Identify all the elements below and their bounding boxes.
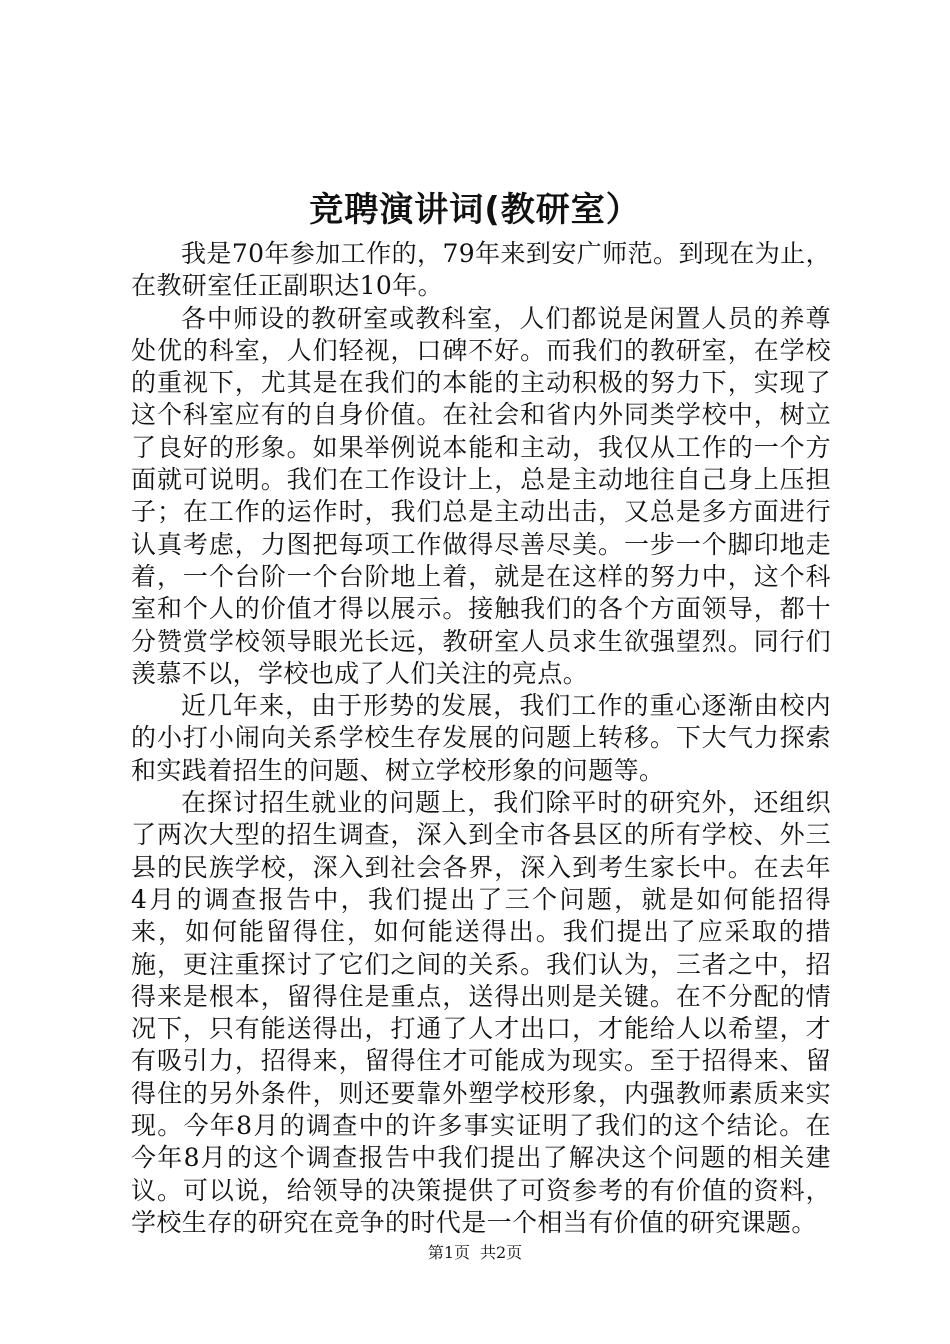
document-body: [131, 238, 831, 1239]
document-title: 竞聘演讲词(教研室）: [309, 190, 641, 230]
paragraph-2: 各中师设的教研室或教科室，人们都说是闲置人员的养尊处优的科室，人们轻视，口碑不好。而我们的教研室，在学校的重视下，尤其是在我们的本能的主动积极的努力下，实现了这个科室应有的自身价值。在社会和省内外同类学校中，树立了良好的形象。如果举例说本能和主动，我仅从工作的一个方面就可说明。我们在工作设计上，总是主动地往自己身上压担子；在工作的运作时，我们总是主动出击，又总是多方面进行认真考虑，力图把每项工作做得尽善尽美。一步一个脚印地走着，一个台阶一个台阶地上着，就是在这样的努力中，这个科室和个人的价值才得以展示。接触我们的各个方面领导，都十分赞赏学校领导眼光长远，教研室人员求生欲强望烈。同行们羡慕不以，学校也成了人们关注的亮点。: [131, 303, 831, 688]
paragraph-3: 近几年来，由于形势的发展，我们工作的重心逐渐由校内的小打小闹向关系学校生存发展的问题上转移。下大气力探索和实践着招生的问题、树立学校形象的问题等。: [131, 691, 831, 785]
page-number: 第1页: [427, 1243, 470, 1262]
paragraph-1: 我是70年参加工作的，79年来到安广师范。到现在为止，在教研室任正副职达10年。: [131, 239, 831, 301]
page-total: 共2页: [480, 1243, 523, 1262]
paragraph-4: 在探讨招生就业的问题上，我们除平时的研究外，还组织了两次大型的招生调查，深入到全市各县区的所有学校、外三县的民族学校，深入到社会各界，深入到考生家长中。在去年4月的调查报告中，我们提出了三个问题，就是如何能招得来，如何能留得住，如何能送得出。我们提出了应采取的措施，更注重探讨了它们之间的关系。我们认为，三者之中，招得来是根本，留得住是重点，送得出则是关键。在不分配的情况下，只有能送得出，打通了人才出口，才能给人以希望，才有吸引力，招得来，留得住才可能成为现实。至于招得来、留得住的另外条件，则还要靠外塑学校形象，内强教师素质来实现。今年8月的调查中的许多事实证明了我们的这个结论。在今年8月的这个调查报告中我们提出了解决这个问题的相关建议。可以说，给领导的决策提供了可资参考的有价值的资料，学校生存的研究在竞争的时代是一个相当有价值的研究课题。: [131, 788, 831, 1237]
page-footer: [0, 1243, 950, 1263]
